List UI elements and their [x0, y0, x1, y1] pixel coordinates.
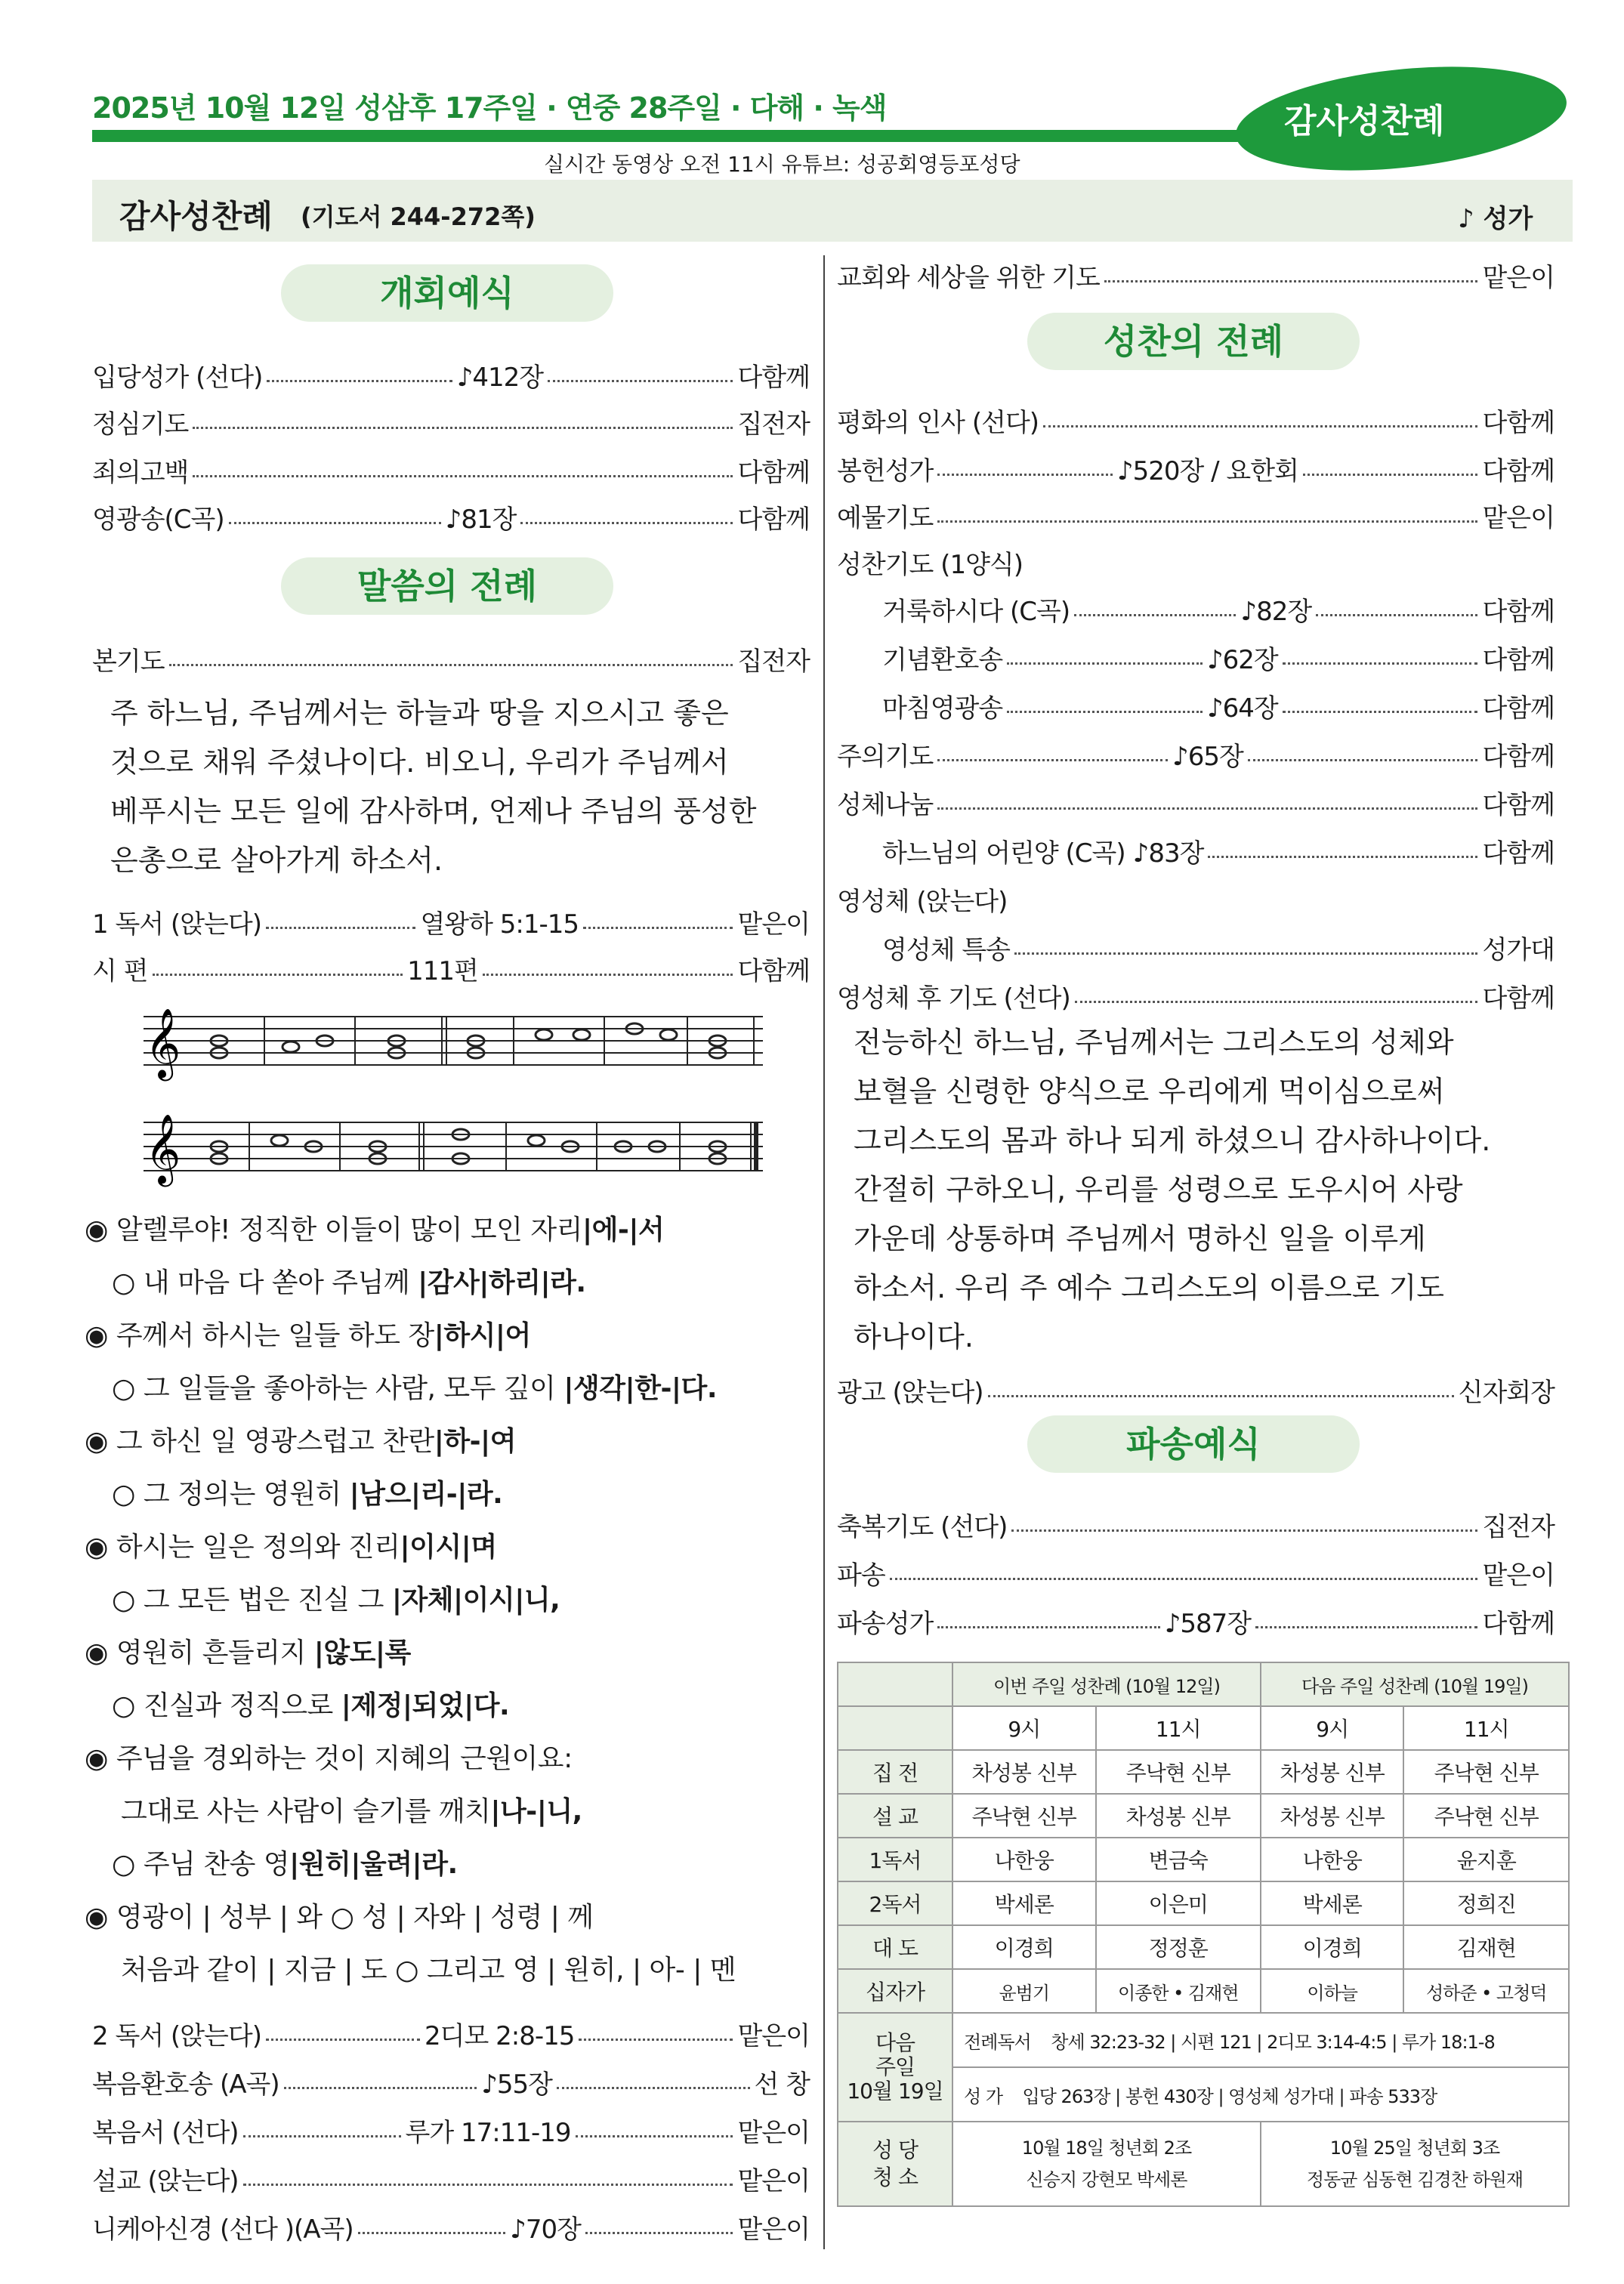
order-row: 성찬기도 (1양식) [837, 549, 1023, 580]
table-row [838, 2122, 1569, 2206]
order-row: 입당성가 (선다) ♪412장 다함께 [92, 362, 810, 393]
order-row: 영성체 (앉는다) [837, 886, 1008, 917]
order-row: 기념환호송 ♪62장 다함께 [882, 644, 1555, 675]
psalm-verse: ○ 주님 찬송 영|원히|울려|라. [112, 1849, 458, 1880]
order-row: 하느님의 어린양 (C곡) ♪83장 다함께 [882, 838, 1555, 869]
ministry-schedule-table [837, 1662, 1570, 2207]
section-eucharist: 성찬의 전례 [1027, 313, 1360, 370]
order-row: 마침영광송 ♪64장 다함께 [882, 693, 1555, 724]
column-divider [823, 255, 825, 2249]
psalm-verse: ◉ 그 하신 일 영광스럽고 찬란|하-|여 [85, 1426, 516, 1457]
psalm-verse: ◉ 하시는 일은 정의와 진리|이시|며 [85, 1532, 497, 1563]
psalm-verse: 그대로 사는 사람이 슬기를 깨치|나-|니, [121, 1796, 582, 1827]
order-row: 평화의 인사 (선다) 다함께 [837, 407, 1555, 438]
next-hymns: 성 가 입당 263장 | 봉헌 430장 | 영성체 성가대 | 파송 533장 [952, 2067, 1569, 2122]
order-row: 설교 (앉는다) 맡은이 [92, 2165, 810, 2196]
svg-text:𝄞: 𝄞 [145, 1113, 181, 1184]
cleaning-label: 성 당 청 소 [838, 2122, 952, 2206]
order-row: 주의기도 ♪65장 다함께 [837, 741, 1555, 772]
psalm-verse: ○ 그 모든 법은 진실 그 |자체|이시|니, [112, 1585, 560, 1616]
order-row: 복음서 (선다) 루가 17:11-19 맡은이 [92, 2117, 810, 2148]
order-row: 성체나눔 다함께 [837, 789, 1555, 820]
section-word: 말씀의 전례 [281, 557, 613, 615]
psalm-chant-notation [136, 1002, 770, 1198]
next-week-header: 다음 주일 성찬례 (10월 19일) [1261, 1662, 1569, 1706]
table-corner [838, 1662, 952, 1706]
liturgy-pages: (기도서 244-272쪽) [301, 202, 536, 231]
time-header: 11시 [1096, 1706, 1261, 1750]
psalm-verse: ○ 그 일들을 좋아하는 사람, 모두 깊이 |생각|한-|다. [112, 1373, 718, 1404]
order-row: 복음환호송 (A곡) ♪55장 선 창 [92, 2069, 810, 2100]
psalm-verse: ◉ 알렐루야! 정직한 이들이 많이 모인 자리|에-|서 [85, 1215, 665, 1245]
table-row: 집 전 차성봉 신부 주낙현 신부 차성봉 신부 주낙현 신부 [838, 1750, 1569, 1794]
section-opening: 개회예식 [281, 264, 613, 322]
time-header: 11시 [1403, 1706, 1569, 1750]
order-row: 파송성가 ♪587장 다함께 [837, 1608, 1555, 1639]
psalm-doxology: ◉ 영광이 | 성부 | 와 ○ 성 | 자와 | 성령 | 께 [85, 1902, 594, 1933]
psalm-verse: ○ 내 마음 다 쏟아 주님께 |감사|하리|라. [112, 1267, 586, 1298]
order-row: 시 편 111편 다함께 [92, 955, 810, 986]
liturgy-title: 감사성찬례 [119, 198, 273, 235]
time-header: 9시 [1261, 1706, 1404, 1750]
table-row: 2독서 박세론 이은미 박세론 정희진 [838, 1881, 1569, 1925]
table-row: 설 교 주낙현 신부 차성봉 신부 차성봉 신부 주낙현 신부 [838, 1794, 1569, 1838]
cleaning-week-2: 10월 25일 청년회 3조 정동균 심동현 김경찬 하원재 [1261, 2122, 1569, 2206]
order-row: 2 독서 (앉는다) 2디모 2:8-15 맡은이 [92, 2020, 810, 2051]
psalm-verse: ◉ 영원히 흔들리지 |않도|록 [85, 1637, 411, 1668]
order-row: 죄의고백 다함께 [92, 457, 810, 488]
next-sunday-label: 다음 주일 10월 19일 [838, 2013, 952, 2122]
time-header: 9시 [952, 1706, 1096, 1750]
table-row: 십자가 윤범기 이종한 • 김재현 이하늘 성하준 • 고청덕 [838, 1969, 1569, 2013]
order-row: 영성체 후 기도 (선다) 다함께 [837, 983, 1555, 1014]
order-row: 정심기도 집전자 [92, 409, 810, 440]
service-date-line: 2025년 10월 12일 성삼후 17주일 · 연중 28주일 · 다해 · 녹색 [92, 91, 887, 125]
psalm-verse: ◉ 주께서 하시는 일들 하도 장|하시|어 [85, 1320, 531, 1351]
psalm-verse: ○ 진실과 정직으로 |제정|되었|다. [112, 1690, 510, 1721]
psalm-verse: ◉ 주님을 경외하는 것이 지혜의 근원이요: [85, 1743, 573, 1774]
order-row: 광고 (앉는다) 신자회장 [837, 1377, 1555, 1408]
order-row: 축복기도 (선다) 집전자 [837, 1511, 1555, 1542]
order-row: 봉헌성가 ♪520장 / 요한회 다함께 [837, 455, 1555, 486]
order-row: 니케아신경 (선다 )(A곡) ♪70장 맡은이 [92, 2214, 810, 2245]
order-row: 교회와 세상을 위한 기도 맡은이 [837, 262, 1555, 293]
cleaning-week-1: 10월 18일 청년회 2조 신승지 강현모 박세론 [952, 2122, 1261, 2206]
hymn-column-label: ♪ 성가 [1458, 204, 1533, 234]
section-dismissal: 파송예식 [1027, 1415, 1360, 1473]
order-row: 거룩하시다 (C곡) ♪82장 다함께 [882, 596, 1555, 627]
stream-info: 실시간 동영상 오전 11시 유튜브: 성공회영등포성당 [544, 152, 1020, 177]
table-row: 대 도 이경희 정정훈 이경희 김재현 [838, 1925, 1569, 1969]
psalm-verse: ○ 그 정의는 영원히 |남으|리-|라. [112, 1479, 503, 1510]
order-row: 파송 맡은이 [837, 1560, 1555, 1591]
psalm-doxology: 처음과 같이 | 지금 | 도 ○ 그리고 영 | 원히, | 아- | 멘 [121, 1955, 736, 1986]
order-row: 예물기도 맡은이 [837, 502, 1555, 533]
order-row: 본기도 집전자 [92, 646, 810, 677]
this-week-header: 이번 주일 성찬례 (10월 12일) [952, 1662, 1261, 1706]
order-row: 영광송(C곡) ♪81장 다함께 [92, 504, 810, 535]
order-row: 1 독서 (앉는다) 열왕하 5:1-15 맡은이 [92, 909, 810, 940]
order-row: 영성체 특송 성가대 [882, 934, 1555, 965]
table-row [838, 2013, 1569, 2067]
post-communion-prayer: 전능하신 하느님, 주님께서는 그리스도의 성체와 보혈을 신령한 양식으로 우리에게 먹이심으로써 그리스도의 몸과 하나 되게 하셨으니 감사하나이다. 간절히 구하오니, 우리를 성령으로 도우시어 사랑 가운데 상통하며 주님께서 명하신 일을 이루게 하소서. 우리 주 예수 그리스도의 이름으로 기도 하나이다. [854, 1026, 1491, 1353]
svg-text:𝄞: 𝄞 [145, 1008, 181, 1078]
header-tag: 감사성찬례 [1284, 102, 1445, 140]
table-row: 1독서 나한웅 변금숙 나한웅 윤지훈 [838, 1838, 1569, 1881]
collect-prayer: 주 하느님, 주님께서는 하늘과 땅을 지으시고 좋은 것으로 채워 주셨나이다. 비오니, 우리가 주님께서 베푸시는 모든 일에 감사하며, 언제나 주님의 풍성한 은총으로 살아가게 하소서. [110, 696, 757, 877]
next-readings: 전례독서 창세 32:23-32 | 시편 121 | 2디모 3:14-4:5 | 루가 18:1-8 [952, 2013, 1569, 2067]
